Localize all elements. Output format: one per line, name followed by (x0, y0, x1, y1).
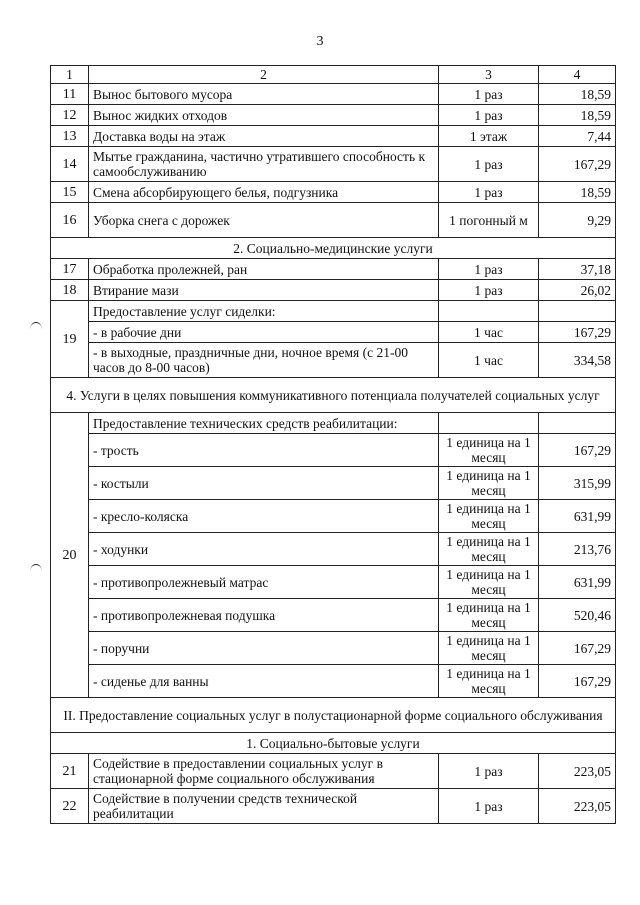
service-price: 18,59 (539, 84, 616, 105)
header-cell: 2 (89, 66, 439, 84)
table-row (51, 182, 616, 203)
service-group-title: Предоставление услуг сиделки: (89, 301, 439, 322)
section-row (51, 238, 616, 259)
tariff-table (50, 65, 616, 824)
service-price: 213,76 (539, 533, 616, 566)
service-name: - трость (89, 434, 439, 467)
service-unit: 1 раз (439, 280, 539, 301)
table-row (51, 280, 616, 301)
section-title: 1. Социально-бытовые услуги (51, 733, 616, 754)
empty-cell (539, 301, 616, 322)
table-row (51, 413, 616, 434)
service-price: 167,29 (539, 147, 616, 182)
empty-cell (439, 301, 539, 322)
service-price: 520,46 (539, 599, 616, 632)
table-row (51, 126, 616, 147)
service-unit: 1 раз (439, 182, 539, 203)
row-number: 12 (51, 105, 89, 126)
service-name: Вынос жидких отходов (89, 105, 439, 126)
service-name: - кресло-коляска (89, 500, 439, 533)
service-price: 631,99 (539, 566, 616, 599)
row-number: 21 (51, 754, 89, 789)
page-number: 3 (316, 34, 324, 49)
service-name: Уборка снега с дорожек (89, 203, 439, 238)
service-price: 315,99 (539, 467, 616, 500)
service-unit: 1 раз (439, 754, 539, 789)
row-number: 11 (51, 84, 89, 105)
section-title: 2. Социально-медицинские услуги (51, 238, 616, 259)
service-unit: 1 погонный м (439, 203, 539, 238)
service-group-title: Предоставление технических средств реабилитации: (89, 413, 439, 434)
section-title: 4. Услуги в целях повышения коммуникативного потенциала получателей социальных услуг (51, 378, 616, 413)
table-row (51, 322, 616, 343)
service-unit: 1 раз (439, 789, 539, 824)
header-cell: 1 (51, 66, 89, 84)
service-price: 223,05 (539, 754, 616, 789)
service-unit: 1 единица на 1 месяц (439, 500, 539, 533)
table-row (51, 147, 616, 182)
service-name: - сиденье для ванны (89, 665, 439, 698)
service-unit: 1 час (439, 343, 539, 378)
service-name: - в выходные, праздничные дни, ночное время (с 21-00 часов до 8-00 часов) (89, 343, 439, 378)
service-unit: 1 раз (439, 84, 539, 105)
table-row (51, 84, 616, 105)
service-unit: 1 единица на 1 месяц (439, 566, 539, 599)
table-row (51, 301, 616, 322)
row-number: 17 (51, 259, 89, 280)
table-row (51, 533, 616, 566)
row-number: 14 (51, 147, 89, 182)
table-row (51, 105, 616, 126)
service-name: Втирание мази (89, 280, 439, 301)
service-price: 334,58 (539, 343, 616, 378)
row-number: 20 (51, 413, 89, 698)
service-unit: 1 единица на 1 месяц (439, 467, 539, 500)
service-name: - противопролежневый матрас (89, 566, 439, 599)
table-row (51, 566, 616, 599)
service-price: 18,59 (539, 105, 616, 126)
service-name: - костыли (89, 467, 439, 500)
margin-mark (30, 322, 42, 337)
service-price: 223,05 (539, 789, 616, 824)
margin-mark (30, 564, 42, 579)
service-price: 167,29 (539, 322, 616, 343)
table-row (51, 632, 616, 665)
row-number: 19 (51, 301, 89, 378)
section-title: II. Предоставление социальных услуг в полустационарной форме социального обслуживания (51, 698, 616, 733)
service-price: 167,29 (539, 665, 616, 698)
table-row (51, 599, 616, 632)
service-unit: 1 единица на 1 месяц (439, 434, 539, 467)
service-name: Смена абсорбирующего белья, подгузника (89, 182, 439, 203)
empty-cell (439, 413, 539, 434)
service-price: 18,59 (539, 182, 616, 203)
service-name: Мытье гражданина, частично утратившего способность к самообслуживанию (89, 147, 439, 182)
service-unit: 1 единица на 1 месяц (439, 665, 539, 698)
service-price: 631,99 (539, 500, 616, 533)
service-name: Доставка воды на этаж (89, 126, 439, 147)
service-price: 26,02 (539, 280, 616, 301)
table-row (51, 789, 616, 824)
table-row (51, 500, 616, 533)
service-unit: 1 этаж (439, 126, 539, 147)
table-header-row (51, 66, 616, 84)
row-number: 22 (51, 789, 89, 824)
table-row (51, 203, 616, 238)
table-row (51, 665, 616, 698)
service-price: 7,44 (539, 126, 616, 147)
service-name: Вынос бытового мусора (89, 84, 439, 105)
table-row (51, 467, 616, 500)
table-row (51, 259, 616, 280)
header-cell: 3 (439, 66, 539, 84)
service-name: Содействие в предоставлении социальных услуг в стационарной форме социального обслуживания (89, 754, 439, 789)
service-name: - ходунки (89, 533, 439, 566)
service-name: Содействие в получении средств технической реабилитации (89, 789, 439, 824)
service-price: 37,18 (539, 259, 616, 280)
service-unit: 1 час (439, 322, 539, 343)
section-row (51, 733, 616, 754)
service-unit: 1 раз (439, 105, 539, 126)
service-unit: 1 раз (439, 147, 539, 182)
service-name: - поручни (89, 632, 439, 665)
service-name: - противопролежневая подушка (89, 599, 439, 632)
service-price: 167,29 (539, 632, 616, 665)
service-name: Обработка пролежней, ран (89, 259, 439, 280)
table-row (51, 343, 616, 378)
service-unit: 1 единица на 1 месяц (439, 599, 539, 632)
table-row (51, 754, 616, 789)
row-number: 18 (51, 280, 89, 301)
row-number: 13 (51, 126, 89, 147)
service-unit: 1 единица на 1 месяц (439, 533, 539, 566)
service-price: 9,29 (539, 203, 616, 238)
header-cell: 4 (539, 66, 616, 84)
service-name: - в рабочие дни (89, 322, 439, 343)
service-price: 167,29 (539, 434, 616, 467)
table-row (51, 434, 616, 467)
section-row (51, 698, 616, 733)
section-row (51, 378, 616, 413)
service-unit: 1 единица на 1 месяц (439, 632, 539, 665)
empty-cell (539, 413, 616, 434)
row-number: 15 (51, 182, 89, 203)
service-unit: 1 раз (439, 259, 539, 280)
row-number: 16 (51, 203, 89, 238)
